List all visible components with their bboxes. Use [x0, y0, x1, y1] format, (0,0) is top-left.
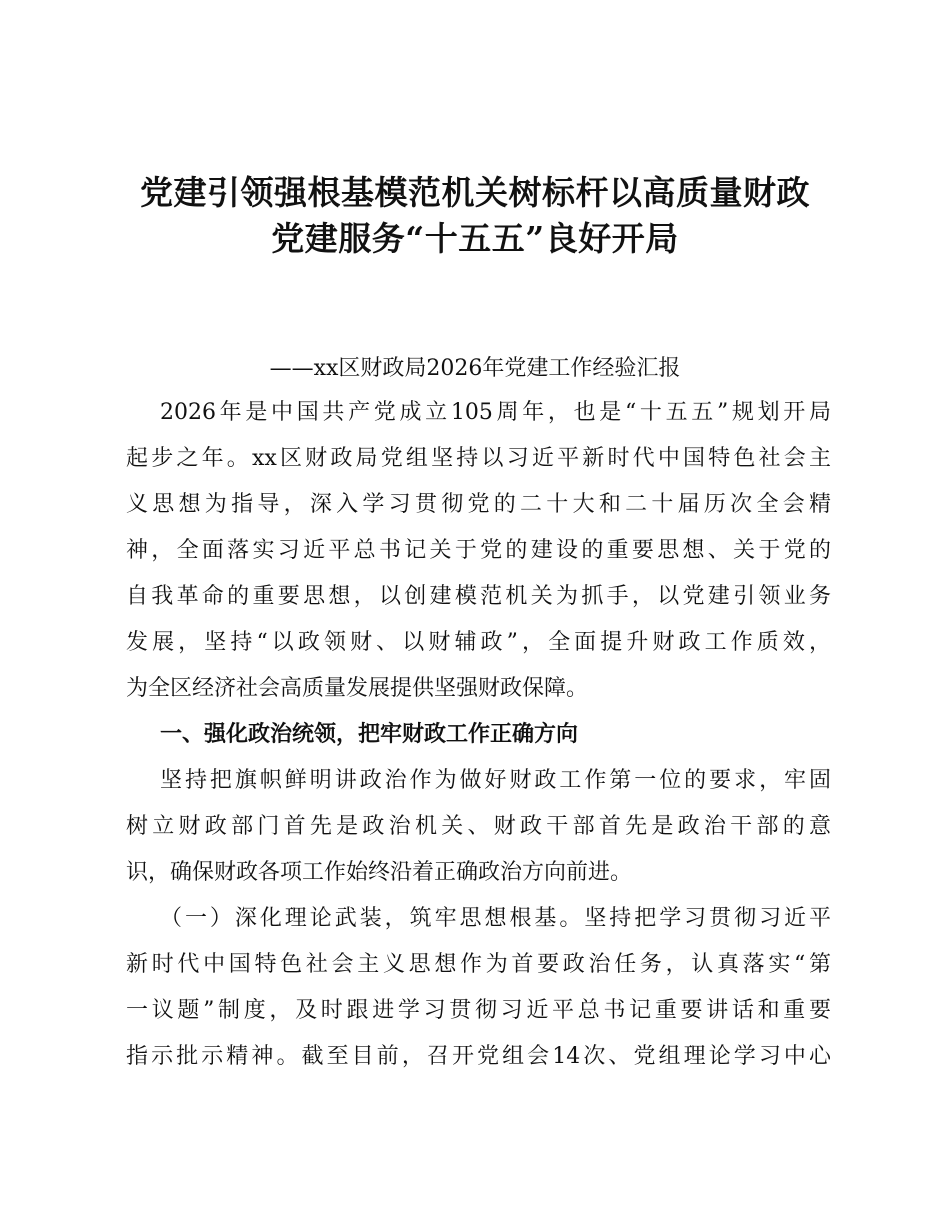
paragraph-line: （一）深化理论武装，筑牢思想根基。坚持把学习贯彻习近平: [160, 906, 831, 931]
paragraph-line: 为全区经济社会高质量发展提供坚强财政保障。: [126, 676, 589, 701]
section-heading: 一、强化政治统领，把牢财政工作正确方向: [160, 722, 579, 747]
paragraph-line: 起步之年。xx区财政局党组坚持以习近平新时代中国特色社会主: [126, 446, 831, 471]
paragraph-line: 树立财政部门首先是政治机关、财政干部首先是政治干部的意: [126, 814, 831, 839]
paragraph-line: 一议题”制度，及时跟进学习贯彻习近平总书记重要讲话和重要: [126, 998, 831, 1023]
document-title-line-2: 党建服务“十五五”良好开局: [271, 219, 679, 258]
paragraph-line: 识，确保财政各项工作始终沿着正确政治方向前进。: [126, 860, 633, 885]
paragraph-line: 发展，坚持“以政领财、以财辅政”，全面提升财政工作质效，: [126, 630, 831, 655]
paragraph-line: 义思想为指导，深入学习贯彻党的二十大和二十届历次全会精: [126, 492, 831, 517]
paragraph-line: 新时代中国特色社会主义思想作为首要政治任务，认真落实“第: [126, 952, 831, 977]
paragraph-line: 自我革命的重要思想，以创建模范机关为抓手，以党建引领业务: [126, 584, 831, 609]
paragraph-line: 指示批示精神。截至目前，召开党组会14次、党组理论学习中心: [126, 1044, 831, 1069]
paragraph-line: 2026年是中国共产党成立105周年，也是“十五五”规划开局: [160, 400, 831, 425]
document-title-line-1: 党建引领强根基模范机关树标杆以高质量财政: [140, 173, 810, 212]
document-subtitle: ——xx区财政局2026年党建工作经验汇报: [269, 356, 681, 381]
paragraph-line: 神，全面落实习近平总书记关于党的建设的重要思想、关于党的: [126, 538, 831, 563]
paragraph-line: 坚持把旗帜鲜明讲政治作为做好财政工作第一位的要求，牢固: [160, 768, 831, 793]
